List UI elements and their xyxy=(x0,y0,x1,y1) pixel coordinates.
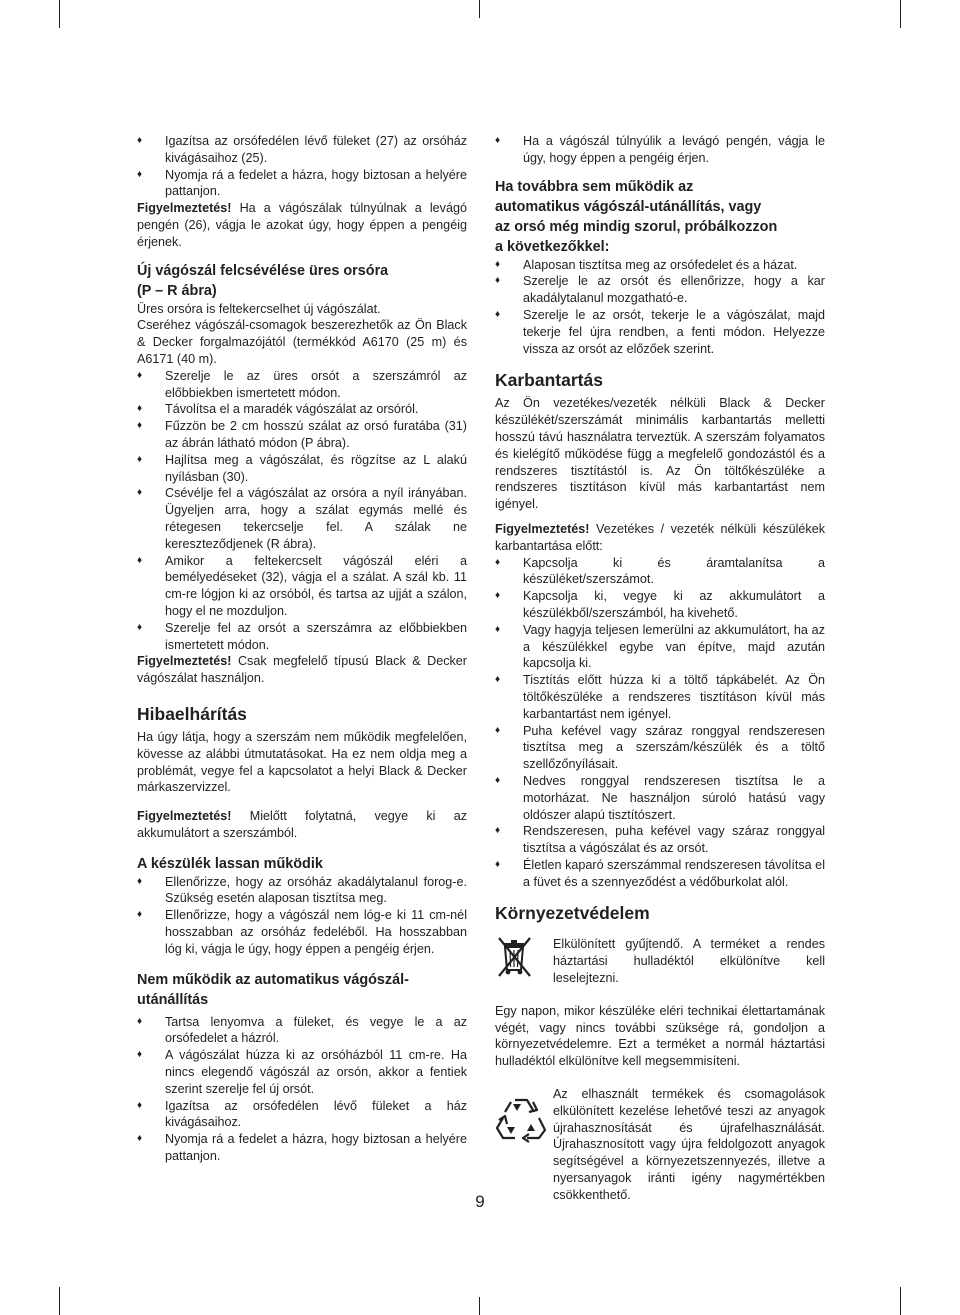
paragraph: Üres orsóra is feltekercselhet új vágószálat. xyxy=(137,301,381,316)
list-item: ♦ Ha a vágószál túlnyúlik a levágó pengén, vágja le úgy, hogy éppen a pengéig érjen. xyxy=(495,133,825,167)
heading-line: Nem működik az automatikus vágószál- xyxy=(137,971,409,988)
warning-paragraph xyxy=(137,653,467,687)
list-item: ♦ Kapcsolja ki, vegye ki az akkumulátort a készülékből/szerszámból, ha kivehető. xyxy=(495,588,825,622)
left-column xyxy=(137,133,467,1165)
warning-label: Figyelmeztetés! xyxy=(137,809,232,824)
list-item: ♦ Vagy hagyja teljesen lemerülni az akkumulátort, ha az a készülékkel egybe van építve, majd azután kapcsolja ki. xyxy=(495,622,825,672)
section-heading-troubleshooting: Hibaelhárítás xyxy=(137,703,247,724)
maintenance-list xyxy=(495,555,825,891)
heading-line: Ha továbbra sem működik az xyxy=(495,178,694,195)
heading-line: automatikus vágószál-utánállítás, vagy xyxy=(495,198,762,215)
list-item: ♦ Életlen kaparó szerszámmal rendszeresen távolítsa el a füvet és a szennyeződést a védőburkolat alól. xyxy=(495,857,825,891)
trim-list xyxy=(495,133,825,167)
separate-collection-text: Elkülönített gyűjtendő. A terméket a rendes háztartási hulladéktól elkülönítve kell leselejtezni. xyxy=(553,937,825,986)
section-heading-slow: A készülék lassan működik xyxy=(137,855,323,872)
list-item: ♦ Kapcsolja ki és áramtalanítsa a készüléket/szerszámot. xyxy=(495,555,825,589)
warning-label: Figyelmeztetés! xyxy=(495,521,590,536)
warning-paragraph xyxy=(137,808,467,842)
warning-text: Mielőtt folytatná, vegye ki az akkumulátort a szerszámból. xyxy=(137,809,467,840)
list-item: ♦ Igazítsa az orsófedélen lévő füleket (27) az orsóház kivágásaihoz (25). xyxy=(137,133,467,167)
section-heading-auto-feed xyxy=(137,970,467,1010)
list-item: ♦ A vágószálat húzza ki az orsóházból 11 cm-re. Ha nincs elegendő vágószál az orsón, akkor a fentiek szerint szerelje fel új orsót. xyxy=(137,1047,467,1097)
list-item: ♦ Tartsa lenyomva a füleket, és vegye le a az orsófedelet a házról. xyxy=(137,1014,467,1048)
list-item: ♦ Alaposan tisztítsa meg az orsófedelet és a házat. xyxy=(495,257,825,274)
list-item: ♦ Ellenőrizze, hogy a vágószál nem lóg-e ki 11 cm-nél hosszabban az orsóház fedeléből. Ha hosszabban lóg ki, vágja le úgy, hogy éppen a pengéig érjen. xyxy=(137,907,467,957)
heading-line: az orsó még mindig szorul, próbálkozzon xyxy=(495,218,778,235)
right-column xyxy=(495,133,825,1204)
crop-mark-bottom-right xyxy=(900,1287,901,1315)
warning-text: Csak megfelelő típusú Black & Decker vágószálat használjon. xyxy=(137,654,467,686)
list-item: ♦ Nyomja rá a fedelet a házra, hogy biztosan a helyére pattanjon. xyxy=(137,167,467,201)
warning-label: Figyelmeztetés! xyxy=(137,654,232,669)
section-heading-maintenance: Karbantartás xyxy=(495,370,603,391)
list-item: ♦ Nyomja rá a fedelet a házra, hogy biztosan a helyére pattanjon. xyxy=(137,1131,467,1165)
heading-line: (P – R ábra) xyxy=(137,282,217,299)
recycling-icon xyxy=(495,1094,547,1144)
section-heading-still-not-working xyxy=(495,177,825,257)
page-number: 9 xyxy=(475,1192,485,1211)
list-item: ♦ Csévélje fel a vágószálat az orsóra a nyíl irányában. Ügyeljen arra, hogy a szálat egymás mellé és rétegesen tekercselje fel. A szálak ne kereszteződjenek (R ábra). xyxy=(137,485,467,552)
separate-collection-row xyxy=(495,936,825,986)
list-item: ♦ Szerelje le az orsót és ellenőrizze, hogy a kar akadálytalanul mozgatható-e. xyxy=(495,273,825,307)
crossed-out-wheelie-bin-icon xyxy=(495,934,535,980)
new-line-steps xyxy=(137,368,467,654)
warning-label: Figyelmeztetés! xyxy=(137,201,232,216)
crop-mark-top-right xyxy=(900,0,901,28)
warning-paragraph xyxy=(495,521,825,555)
heading-line: Új vágószál felcsévélése üres orsóra xyxy=(137,262,389,279)
paragraph: Ha úgy látja, hogy a szerszám nem működik megfelelően, kövesse az alábbi útmutatásokat. Ha ez nem oldja meg a problémát, vegye fel a kapcsolatot a helyi Black & Decker márkaszervizzel. xyxy=(137,729,467,795)
reassembly-list xyxy=(137,133,467,200)
paragraph: Cseréhez vágószál-csomagok beszerezhetők az Ön Black & Decker forgalmazójától (termékkód A6170 (25 m) és A6171 (40 m). xyxy=(137,318,467,366)
still-not-working-list xyxy=(495,257,825,358)
section-heading-new-line xyxy=(137,261,467,301)
list-item: ♦ Ellenőrizze, hogy az orsóház akadálytalanul forog-e. Szükség esetén alaposan tisztítsa meg. xyxy=(137,874,467,908)
crop-mark-bottom-center xyxy=(479,1297,480,1315)
section-heading-environment: Környezetvédelem xyxy=(495,903,650,924)
list-item: ♦ Fűzzön be 2 cm hosszú szálat az orsó furatába (31) az ábrán látható módon (P ábra). xyxy=(137,418,467,452)
list-item: ♦ Nedves ronggyal rendszeresen tisztítsa le a motorházat. Ne használjon súroló hatású vagy oldószer alapú tisztítószert. xyxy=(495,773,825,823)
warning-text: Vezetékes / vezeték nélküli készülékek karbantartása előtt: xyxy=(495,521,825,553)
recycling-row xyxy=(495,1086,825,1204)
crop-mark-top-left xyxy=(59,0,60,28)
auto-feed-list xyxy=(137,1014,467,1165)
list-item: ♦ Szerelje fel az orsót a szerszámra az előbbiekben ismertetett módon. xyxy=(137,620,467,654)
slow-list xyxy=(137,874,467,958)
list-item: ♦ Szerelje le az üres orsót a szerszámról az előbbiekben ismertetett módon. xyxy=(137,368,467,402)
list-item: ♦ Amikor a feltekercselt vágószál eléri a bemélyedéseket (32), vágja el a szálat. A szál kb. 11 cm-re lógjon ki az orsóból, és tartsa az ujját a szálon, hogy el ne mozduljon. xyxy=(137,553,467,620)
warning-text: Ha a vágószálak túlnyúlnak a levágó pengén (26), vágja le azokat úgy, hogy éppen a pengéig érjenek. xyxy=(137,201,467,249)
list-item: ♦ Rendszeresen, puha kefével vagy száraz ronggyal tisztítsa a vágószálat és az orsót. xyxy=(495,823,825,857)
recycling-text: Az elhasznált termékek és csomagolások elkülönített kezelése lehetővé teszi az anyagok újrahasznosítását és újrafelhasználását. Újrahasznosított vagy újra feldolgozott anyagok segítségével a környezetszennyezés, illetve a nyersanyagok iránti igény nagymértékben csökkenthető. xyxy=(553,1087,825,1202)
list-item: ♦ Hajlítsa meg a vágószálat, és rögzítse az L alakú nyílásban (30). xyxy=(137,452,467,486)
crop-mark-bottom-left xyxy=(59,1287,60,1315)
warning-paragraph xyxy=(137,200,467,250)
paragraph: Egy napon, mikor készüléke eléri technikai élettartamának végét, vagy nincs további szüksége rá, gondoljon a környezetvédelemre. Ezt a terméket a normál háztartási hulladéktól elkülönítve kell megsemmisíteni. xyxy=(495,1003,825,1069)
list-item: ♦ Igazítsa az orsófedélen lévő füleket a ház kivágásaihoz. xyxy=(137,1098,467,1132)
list-item: ♦ Puha kefével vagy száraz ronggyal rendszeresen tisztítsa meg a szerszám/készülék és a töltő szellőzőnyílásait. xyxy=(495,723,825,773)
list-item: ♦ Tisztítás előtt húzza ki a töltő tápkábelét. Az Ön töltőkészüléke a rendszeres tisztításon kívül más karbantartást nem igényel. xyxy=(495,672,825,722)
crop-mark-top-center xyxy=(479,0,480,18)
list-item: ♦ Szerelje le az orsót, tekerje le a vágószálat, majd tekerje fel újra rendben, a fenti módon. Helyezze vissza az orsót az előzőek szerint. xyxy=(495,307,825,357)
heading-line: utánállítás xyxy=(137,991,209,1008)
paragraph: Az Ön vezetékes/vezeték nélküli Black & Decker készülékét/szerszámát minimális karbantartás melletti hosszú távú használatra terveztük. A szerszám folyamatos és kielégítő működése függ a megfelelő gondozástól és a rendszeres tisztítástól is. Az Ön töltőkészüléke a rendszeres tisztításon kívül más karbantartást nem igényel. xyxy=(495,396,825,512)
list-item: ♦ Távolítsa el a maradék vágószálat az orsóról. xyxy=(137,401,467,418)
heading-line: a következőkkel: xyxy=(495,238,610,255)
